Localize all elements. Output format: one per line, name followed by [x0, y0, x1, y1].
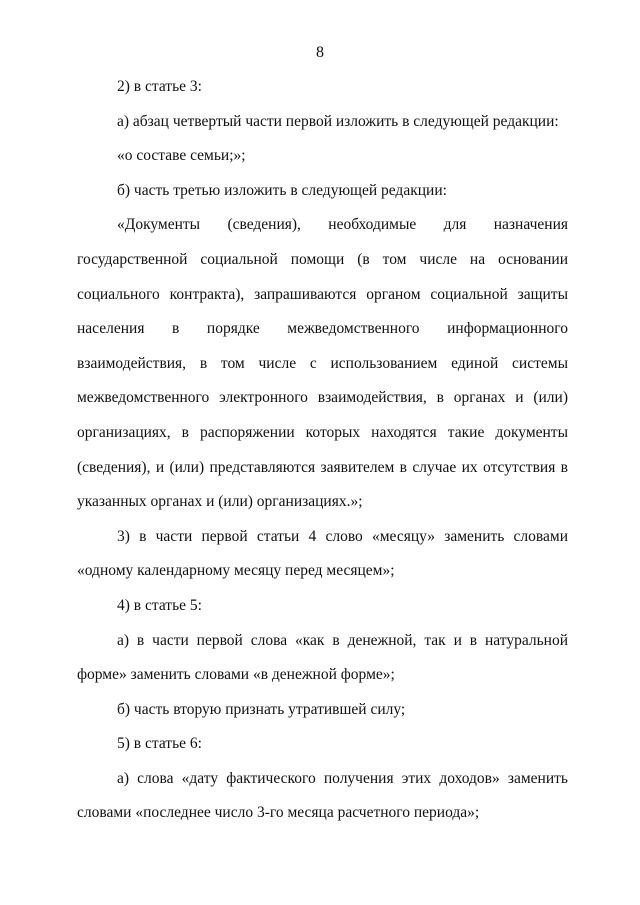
paragraph-article-6: 5) в статье 6: [117, 735, 202, 753]
paragraph-5b: б) часть вторую признать утратившей силу; [117, 700, 406, 718]
paragraph-documents-quote: «Документы (сведения), необходимые для назначения государственной социальной помощи (в том числе на основании социального контракта), запрашиваются органом социальной защиты населения в порядке межведомственного информационного взаимодействия, в том числе с использованием единой системы межведомственного электронного взаимодействия, в органах и (или) организациях, в распоряжении которых находятся такие документы (сведения), и (или) представляются заявителем в случае их отсутствия в указанных органах и (или) организациях.»; [77, 216, 568, 511]
paragraph-6a: а) слова «дату фактического получения этих доходов» заменить словами «последнее число 3-го месяца расчетного периода»; [77, 769, 568, 822]
paragraph-5a: а) в части первой слова «как в денежной, так и в натуральной форме» заменить словами «в денежной форме»; [77, 631, 568, 684]
page-number: 8 [316, 44, 324, 61]
paragraph-3b: б) часть третью изложить в следующей редакции: [117, 181, 447, 199]
document-body [77, 70, 568, 831]
paragraph-article-3: 2) в статье 3: [117, 78, 202, 95]
paragraph-article-5: 4) в статье 5: [117, 596, 202, 614]
paragraph-3a: а) абзац четвертый части первой изложить в следующей редакции: [117, 112, 559, 130]
paragraph-3-article-4: 3) в части первой статьи 4 слово «месяцу» заменить словами «одному календарному месяцу перед месяцем»; [77, 527, 568, 580]
paragraph-family-composition: «о составе семьи;»; [117, 147, 246, 165]
